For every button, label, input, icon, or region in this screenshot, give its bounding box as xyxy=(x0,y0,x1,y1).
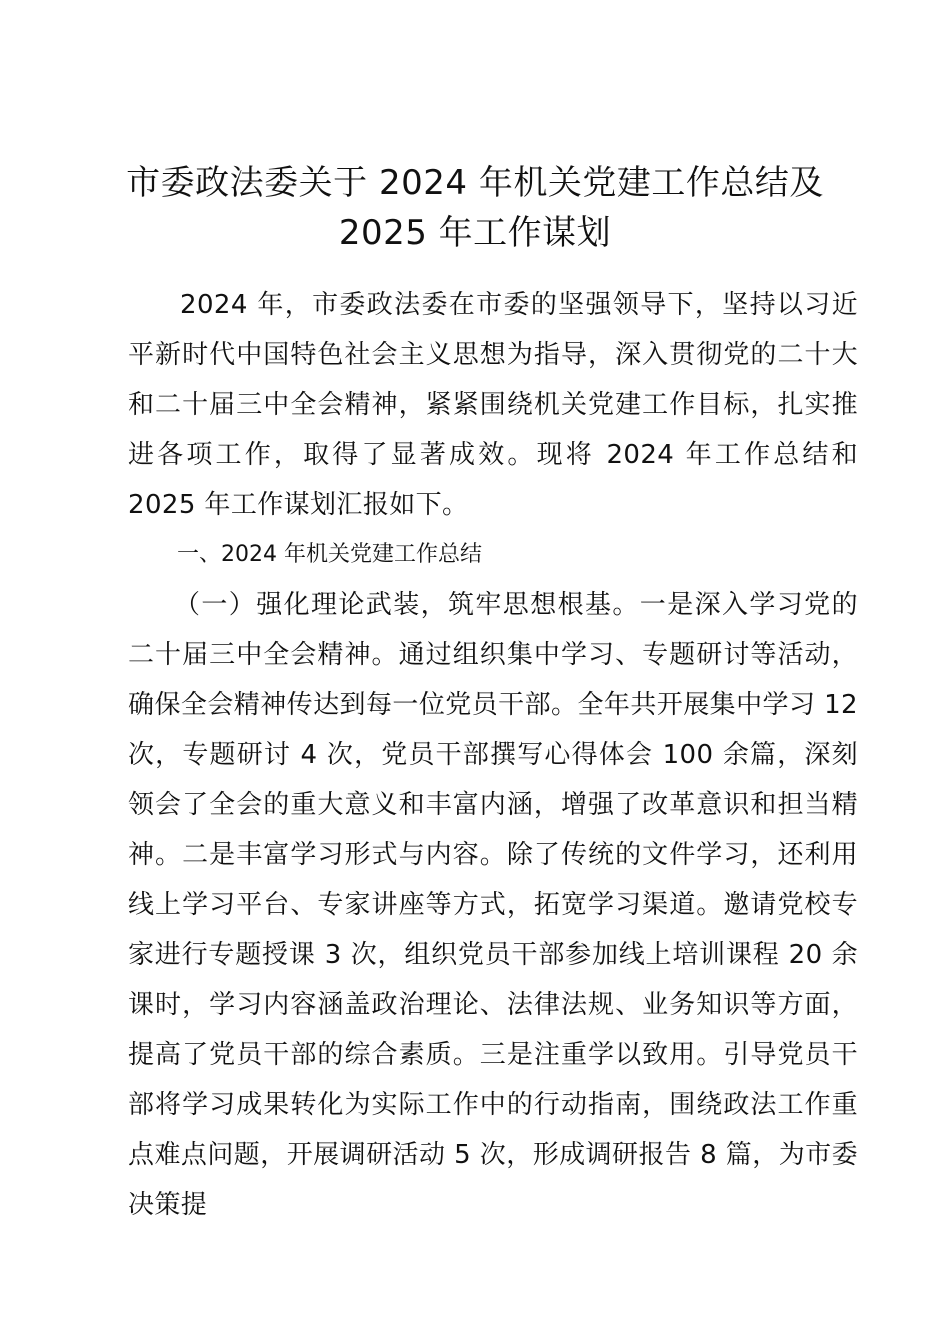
document-title-line-1: 市委政法委关于 2024 年机关党建工作总结及 xyxy=(126,163,824,203)
document-title-line-2: 2025 年工作谋划 xyxy=(338,213,612,253)
section-1-heading: 一、2024 年机关党建工作总结 xyxy=(177,542,482,567)
intro-paragraph: 2024 年，市委政法委在市委的坚强领导下，坚持以习近平新时代中国特色社会主义思想为指导，深入贯彻党的二十大和二十届三中全会精神，紧紧围绕机关党建工作目标，扎实推进各项工作，取得了显著成效。现将 2024 年工作总结和 2025 年工作谋划汇报如下。 xyxy=(128,290,858,520)
section-1-paragraph: （一）强化理论武装，筑牢思想根基。一是深入学习党的二十届三中全会精神。通过组织集中学习、专题研讨等活动，确保全会精神传达到每一位党员干部。全年共开展集中学习 12 次，专题研讨 4 次，党员干部撰写心得体会 100 余篇，深刻领会了全会的重大意义和丰富内涵，增强了改革意识和担当精神。二是丰富学习形式与内容。除了传统的文件学习，还利用线上学习平台、专家讲座等方式，拓宽学习渠道。邀请党校专家进行专题授课 3 次，组织党员干部参加线上培训课程 20 余课时，学习内容涵盖政治理论、法律法规、业务知识等方面，提高了党员干部的综合素质。三是注重学以致用。引导党员干部将学习成果转化为实际工作中的行动指南，围绕政法工作重点难点问题，开展调研活动 5 次，形成调研报告 8 篇，为市委决策提 xyxy=(128,590,858,1220)
